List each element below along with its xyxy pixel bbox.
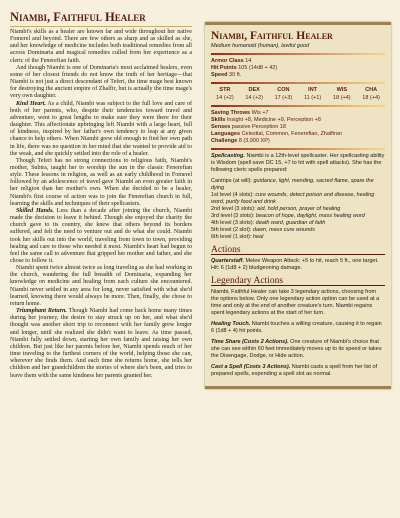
ability-name: CON <box>277 87 290 93</box>
spell-slot-line: 5th level (2 slot): dawn, mass cure wounds <box>211 227 315 233</box>
spell-slot-line: 2nd level (3 slots): aid, hold person, prayer of healing <box>211 206 341 212</box>
lore-column <box>10 10 192 380</box>
ability-name: DEX <box>248 87 260 93</box>
lore-paragraph: Niambi's skills as a healer are known far and wide throughout her native Fomerel and beyond. There are few others as sharp and as skilled as she, and her knowledge of medicine includes both traditional remedies from all across Dominaria and magical remedies culled from her experience as a cleric of the Fenerefian faith. <box>10 29 192 64</box>
spell-slot-line: 3rd level (3 slots): beacon of hope, daylight, mass healing word <box>211 213 365 219</box>
ability-score: 11 (+1) <box>304 95 322 101</box>
hit-points: Hit Points 105 (14d8 + 42) <box>211 65 278 71</box>
speed: Speed 30 ft. <box>211 72 242 78</box>
divider <box>211 105 385 107</box>
armor-class: Armor Class 14 <box>211 58 252 64</box>
skills: Skills Insight +8, Medicine +9, Perception +8 <box>211 117 321 123</box>
ability-scores <box>211 95 385 102</box>
actions-heading: Actions <box>211 247 385 255</box>
legendary-intro: Niambi, Faithful Healer can take 3 legendary actions, choosing from the options below. Only one legendary action option can be used at a time and only at the end of another creature's turn. Niambi regains spent legendary actions at the start of her turn. <box>211 289 380 316</box>
creature-type: Medium humanoid (human), lawful good <box>211 43 310 49</box>
ability-score: 18 (+4) <box>333 95 351 101</box>
lore-paragraph: Niambi spent twice almost twice as long traveling as she had working in the church, wandering the full breadth of Dominaria, expanding her knowledge on medicine and healing from each culture she encountered. Niambi never settled in any area for long, never satisfied with what she'd learned, knowing there would always be more. Then, finally, she chose to return home. <box>10 265 192 307</box>
languages: Languages Celestial, Common, Fenerefian, Zhalfiran <box>211 131 342 137</box>
divider <box>211 148 385 150</box>
legendary-actions-heading: Legendary Actions <box>211 278 385 286</box>
ability-score: 17 (+3) <box>274 95 293 101</box>
ability-score: 18 (+4) <box>362 95 380 101</box>
spell-slot-line: 1st level (4 slots): cure wounds, detect poison and disease, healing word, purify food and drink <box>211 192 375 205</box>
ability-name: CHA <box>365 87 378 93</box>
divider <box>211 82 385 84</box>
spell-slot-line: 4th level (3 slots): death ward, guardian of faith <box>211 220 326 226</box>
legendary-healing-touch: Healing Touch. Niambi touches a willing creature, causing it to regain 6 (1d8 + 4) hit points. <box>211 321 382 334</box>
ability-headers <box>211 87 385 94</box>
stat-block <box>205 22 391 389</box>
divider <box>211 53 385 55</box>
senses: Senses passive Perception 18 <box>211 124 286 130</box>
ability-name: WIS <box>336 87 348 93</box>
stat-block-column <box>205 22 391 389</box>
saving-throws: Saving Throws Wis +7 <box>211 110 269 116</box>
lore-paragraph: Though Teferi has no strong connections to religious faith, Niambi's mother, Subira, taught her to worship the sun in the classic Fenerefian style. These lessons in religion, as well as an early childhood in Fomerel followed by an adolescence of travel gave Niambi an even greater faith in her religion than her mother's own. When she decided to be a healer, Niambi's first course of action was to join the Fenerefian church in full, learning the skills and techniques of their spellcasters. <box>10 157 192 207</box>
lore-paragraph: Skilled Hands. Less than a decade after joining the church, Niambi made the decision to leave it behind. Though she enjoyed the charity the church gave to its country, she knew that others beyond its borders suffered, and felt the need to venture out and do what she could. Niambi took her skills out into the world, traveling from town to town, providing healing and care to those who needed it most. Niambi's heart had begun to feel the same call to adventure that gripped her mother and father, and she chose to follow it. <box>10 207 193 264</box>
challenge: Challenge 8 (3,900 XP) <box>211 138 270 144</box>
spell-list <box>211 178 385 241</box>
lore-body <box>10 29 192 380</box>
legendary-time-share: Time Share (Costs 2 Actions). One creature of Niambi's choice that she can see within 60 feet immediately moves up to its speed or takes the Disengage, Dodge, or Hide action. <box>211 339 382 359</box>
creature-name: Niambi, Faithful Healer <box>211 30 333 42</box>
legendary-cast-spell: Cast a Spell (Costs 3 Actions). Niambi casts a spell from her list of prepared spells, expending a spell slot as normal. <box>211 364 378 377</box>
ability-name: STR <box>219 87 231 93</box>
lore-paragraph: Kind Heart. As a child, Niambi was subject to the full love and care of both of her parents, who, despite their tendencies toward travel and adventure, went to great lengths to make sure they were there for their daughter. This affectionate upbringing left Niambi with a large heart, full of kindness, inspired by her father's own tendency to leap at any given chance to help others. When Niambi grew old enough to find her own path in life, there was no question in her mind that she wanted to provide aid to the weak, and she quickly settled into the role of a healer. <box>10 100 192 157</box>
action-quarterstaff: Quarterstaff. Melee Weapon Attack: +5 to hit, reach 5 ft., one target. Hit: 6 (1d8 + 2) bludgeoning damage. <box>211 258 379 271</box>
lore-paragraph: Triumphant Return. Though Niambi had come back home many times during her journey, the desire to stay struck up on her, and what she'd thought was another short trip to reconnect with her family grew longer and longer, until she realized she didn't want to leave. As time passed, Niambi fully settled down, starting her own family and raising her own children. But just like her parents before her, Niambi spends much of her time traveling to the furthest corners of the world, helping those she can, wherever she finds them. And each time she returns home, she tells her children and her grandchildren the stories of where she's been, and tries to leave them with the same kindness her parents granted her. <box>10 308 192 379</box>
spellcasting-trait: Spellcasting. Niambi is a 12th-level spellcaster. Her spellcasting ability is Wisdom (spell save DC 15, +7 to hit with spell attacks). She has the following cleric spells prepared: <box>211 153 385 173</box>
ability-score: 14 (+2) <box>216 95 234 101</box>
spell-slot-line: Cantrips (at will): guidance, light, mending, sacred flame, spare the dying <box>211 178 374 191</box>
lore-title: Niambi, Faithful Healer <box>10 10 192 27</box>
ability-name: INT <box>308 87 318 93</box>
lore-paragraph: And though Niambi is one of Dominaria's most acclaimed healers, even some of her closest friends do not know the truth of her heritage—that Niambi is not just a direct descendant of Teferi, the time mage best known for destroying the ancient empire of Zhalfir, but is actually the time mage's very own daughter. <box>10 64 192 100</box>
ability-score: 14 (+2) <box>245 95 263 101</box>
spell-slot-line: 6th level (1 slot): heal <box>211 234 264 240</box>
